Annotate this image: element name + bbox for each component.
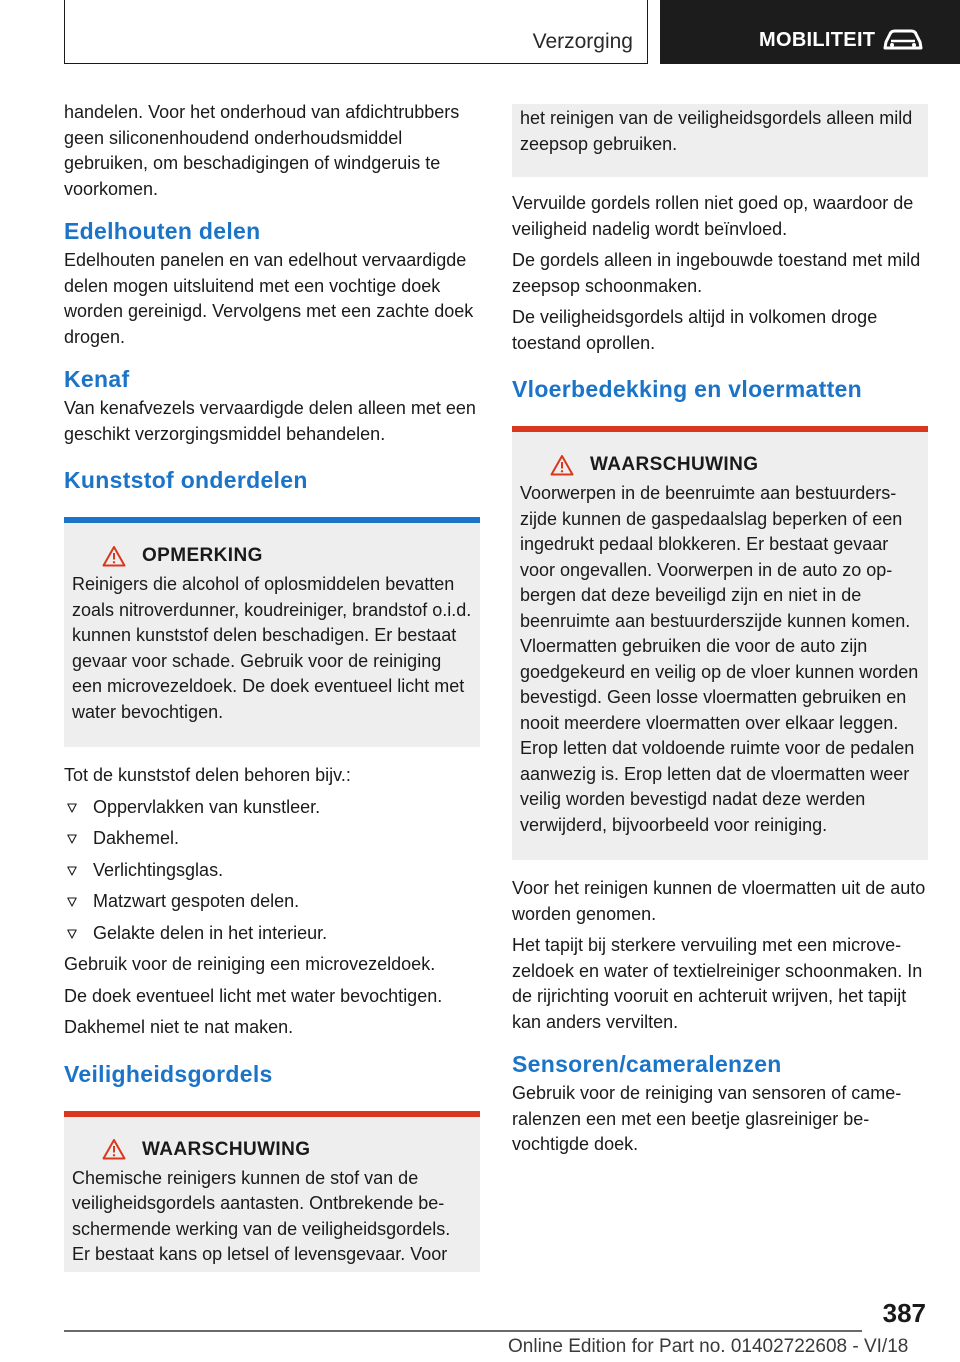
note-box-title bbox=[102, 543, 472, 568]
heading-sensoren: Sensoren/cameralenzen bbox=[512, 1051, 782, 1077]
list-item-text: Verlichtingsglas. bbox=[93, 859, 224, 880]
triangle-bullet-icon bbox=[67, 866, 77, 876]
heading-veiligheidsgordels: Veiligheidsgordels bbox=[64, 1060, 273, 1087]
car-icon bbox=[882, 28, 924, 52]
paragraph-kunststof-delen: Tot de kunststof delen behoren bijv.: bbox=[64, 765, 351, 785]
paragraph-edelhout: Edelhouten panelen en van edelhout vervaardigde delen mogen uitsluitend met een vochtige doek worden gereinigd. Vervolgens met een zachte doek drogen. bbox=[64, 250, 474, 347]
paragraph-vervuilde-gordels: Vervuilde gordels rollen niet goed op, waardoor de veiligheid nadelig wordt beïnvloed. bbox=[512, 193, 914, 239]
list-item bbox=[64, 858, 480, 884]
triangle-bullet-icon bbox=[67, 897, 77, 907]
list-item-text: Gelakte delen in het interieur. bbox=[93, 922, 328, 943]
warning-box-vloermatten bbox=[512, 426, 928, 860]
list-item bbox=[64, 826, 480, 852]
triangle-bullet-icon bbox=[67, 834, 77, 844]
paragraph-kenaf: Van kenafvezels vervaardigde delen alleen met een geschikt verzorgingsmiddel behandelen. bbox=[64, 398, 476, 444]
page-header bbox=[0, 0, 960, 66]
warning-triangle-icon bbox=[550, 454, 574, 476]
note-box bbox=[64, 517, 480, 747]
footer-edition: Online Edition for Part no. 01402722608 - VI/18 bbox=[508, 1336, 909, 1357]
warning-box-title bbox=[102, 1137, 472, 1162]
list-item bbox=[64, 795, 480, 821]
list-item-text: Oppervlakken van kunstleer. bbox=[93, 796, 321, 817]
intro-paragraph: handelen. Voor het onderhoud van afdichtrubbers geen siliconenhoudend onderhoudsmiddel gebruiken, om beschadigingen of windgeruis te voorkomen. bbox=[64, 102, 460, 199]
warning-triangle-icon bbox=[102, 545, 126, 567]
note-text: Reinigers die alcohol of oplosmiddelen bevatten zoals nitroverdunner, koudreiniger, brandstof o.i.d. kunnen kunststof delen beschadigen. Er bestaat gevaar voor schade. Gebruik voor de reiniging een microvezeldoek. De doek eventueel licht met water bevochtigen. bbox=[72, 574, 472, 722]
list-item-text: Matzwart gespoten delen. bbox=[93, 891, 300, 911]
warning-triangle-icon bbox=[102, 1138, 126, 1160]
paragraph-tapijt: Het tapijt bij sterkere vervuiling met een microvezeldoek en water of textielreiniger schoonmaken. In de rijrichting vooruit en achteruit wrijven, het tapijt kan anders vervilten. bbox=[512, 935, 923, 1032]
warning-box-gordels bbox=[64, 1111, 480, 1272]
paragraph-vloermatten-uit: Voor het reinigen kunnen de vloermatten uit de auto worden genomen. bbox=[512, 878, 926, 924]
section-title: Verzorging bbox=[532, 30, 633, 53]
list-item-text: Dakhemel. bbox=[93, 828, 180, 848]
footer-divider bbox=[64, 1330, 862, 1332]
kunststof-list bbox=[64, 795, 480, 947]
warning-title: WAARSCHUWING bbox=[142, 1138, 311, 1160]
warning-text: Chemische reinigers kunnen de stof van de veiligheidsgordels aantasten. Ontbrekende beschermende werking van de veiligheidsgordels. Er bestaat kans op letsel of levensgevaar. Voor bbox=[72, 1167, 451, 1264]
paragraph-sensoren: Gebruik voor de reiniging van sensoren of cameralenzen een met een beetje glasreiniger bevochtigde doek. bbox=[512, 1083, 902, 1154]
note-title: OPMERKING bbox=[142, 545, 263, 566]
warning-text-continued: het reinigen van de veiligheidsgordels alleen mild zeepsop gebruiken. bbox=[520, 108, 913, 154]
triangle-bullet-icon bbox=[67, 803, 77, 813]
warning-box-title bbox=[550, 452, 920, 477]
chapter-title: MOBILITEIT bbox=[759, 29, 876, 51]
paragraph-bevochtigen: De doek eventueel licht met water bevochtigen. bbox=[64, 985, 443, 1006]
paragraph-microvezeldoek: Gebruik voor de reiniging een microvezeldoek. bbox=[64, 954, 436, 974]
heading-edelhouten-delen: Edelhouten delen bbox=[64, 218, 261, 244]
paragraph-dakhemel: Dakhemel niet te nat maken. bbox=[64, 1017, 294, 1037]
heading-kenaf: Kenaf bbox=[64, 366, 130, 392]
warning-text: Voorwerpen in de beenruimte aan bestuurderszijde kunnen de gaspedaalslag beperken of een ingedrukt pedaal blokkeren. Er bestaat gevaar voor ongevallen. Voorwerpen in de auto zo opbergen dat deze beveiligd zijn en niet in de beenruimte aan bestuurderszijde kunnen komen. Vloermatten gebruiken die voor de auto zijn goedgekeurd en veilig op de vloer kunnen worden bevestigd. Geen losse vloermatten gebruiken en nooit meerdere vloermatten over elkaar leggen. Erop letten dat voldoende ruimte voor de pedalen aanwezig is. Erop letten dat de vloermatten weer veilig worden bevestigd nadat deze werden verwijderd, bijvoorbeeld voor reiniging. bbox=[520, 483, 919, 835]
page-number: 387 bbox=[882, 1298, 926, 1328]
paragraph-droge-toestand: De veiligheidsgordels altijd in volkomen droge toestand oprollen. bbox=[512, 307, 878, 353]
paragraph-ingebouwde-toestand: De gordels alleen in ingebouwde toestand met mild zeepsop schoonmaken. bbox=[512, 250, 921, 296]
warning-title: WAARSCHUWING bbox=[590, 454, 759, 475]
warning-box-gordels-continued bbox=[512, 104, 928, 177]
list-item bbox=[64, 921, 480, 947]
section-tab bbox=[64, 0, 648, 64]
chapter-tab bbox=[660, 0, 960, 64]
right-column bbox=[512, 104, 928, 1164]
list-item bbox=[64, 889, 480, 915]
heading-kunststof-onderdelen: Kunststof onderdelen bbox=[64, 467, 308, 493]
left-column bbox=[64, 100, 480, 1272]
triangle-bullet-icon bbox=[67, 929, 77, 939]
heading-vloerbedekking: Vloerbedekking en vloermatten bbox=[512, 376, 862, 402]
